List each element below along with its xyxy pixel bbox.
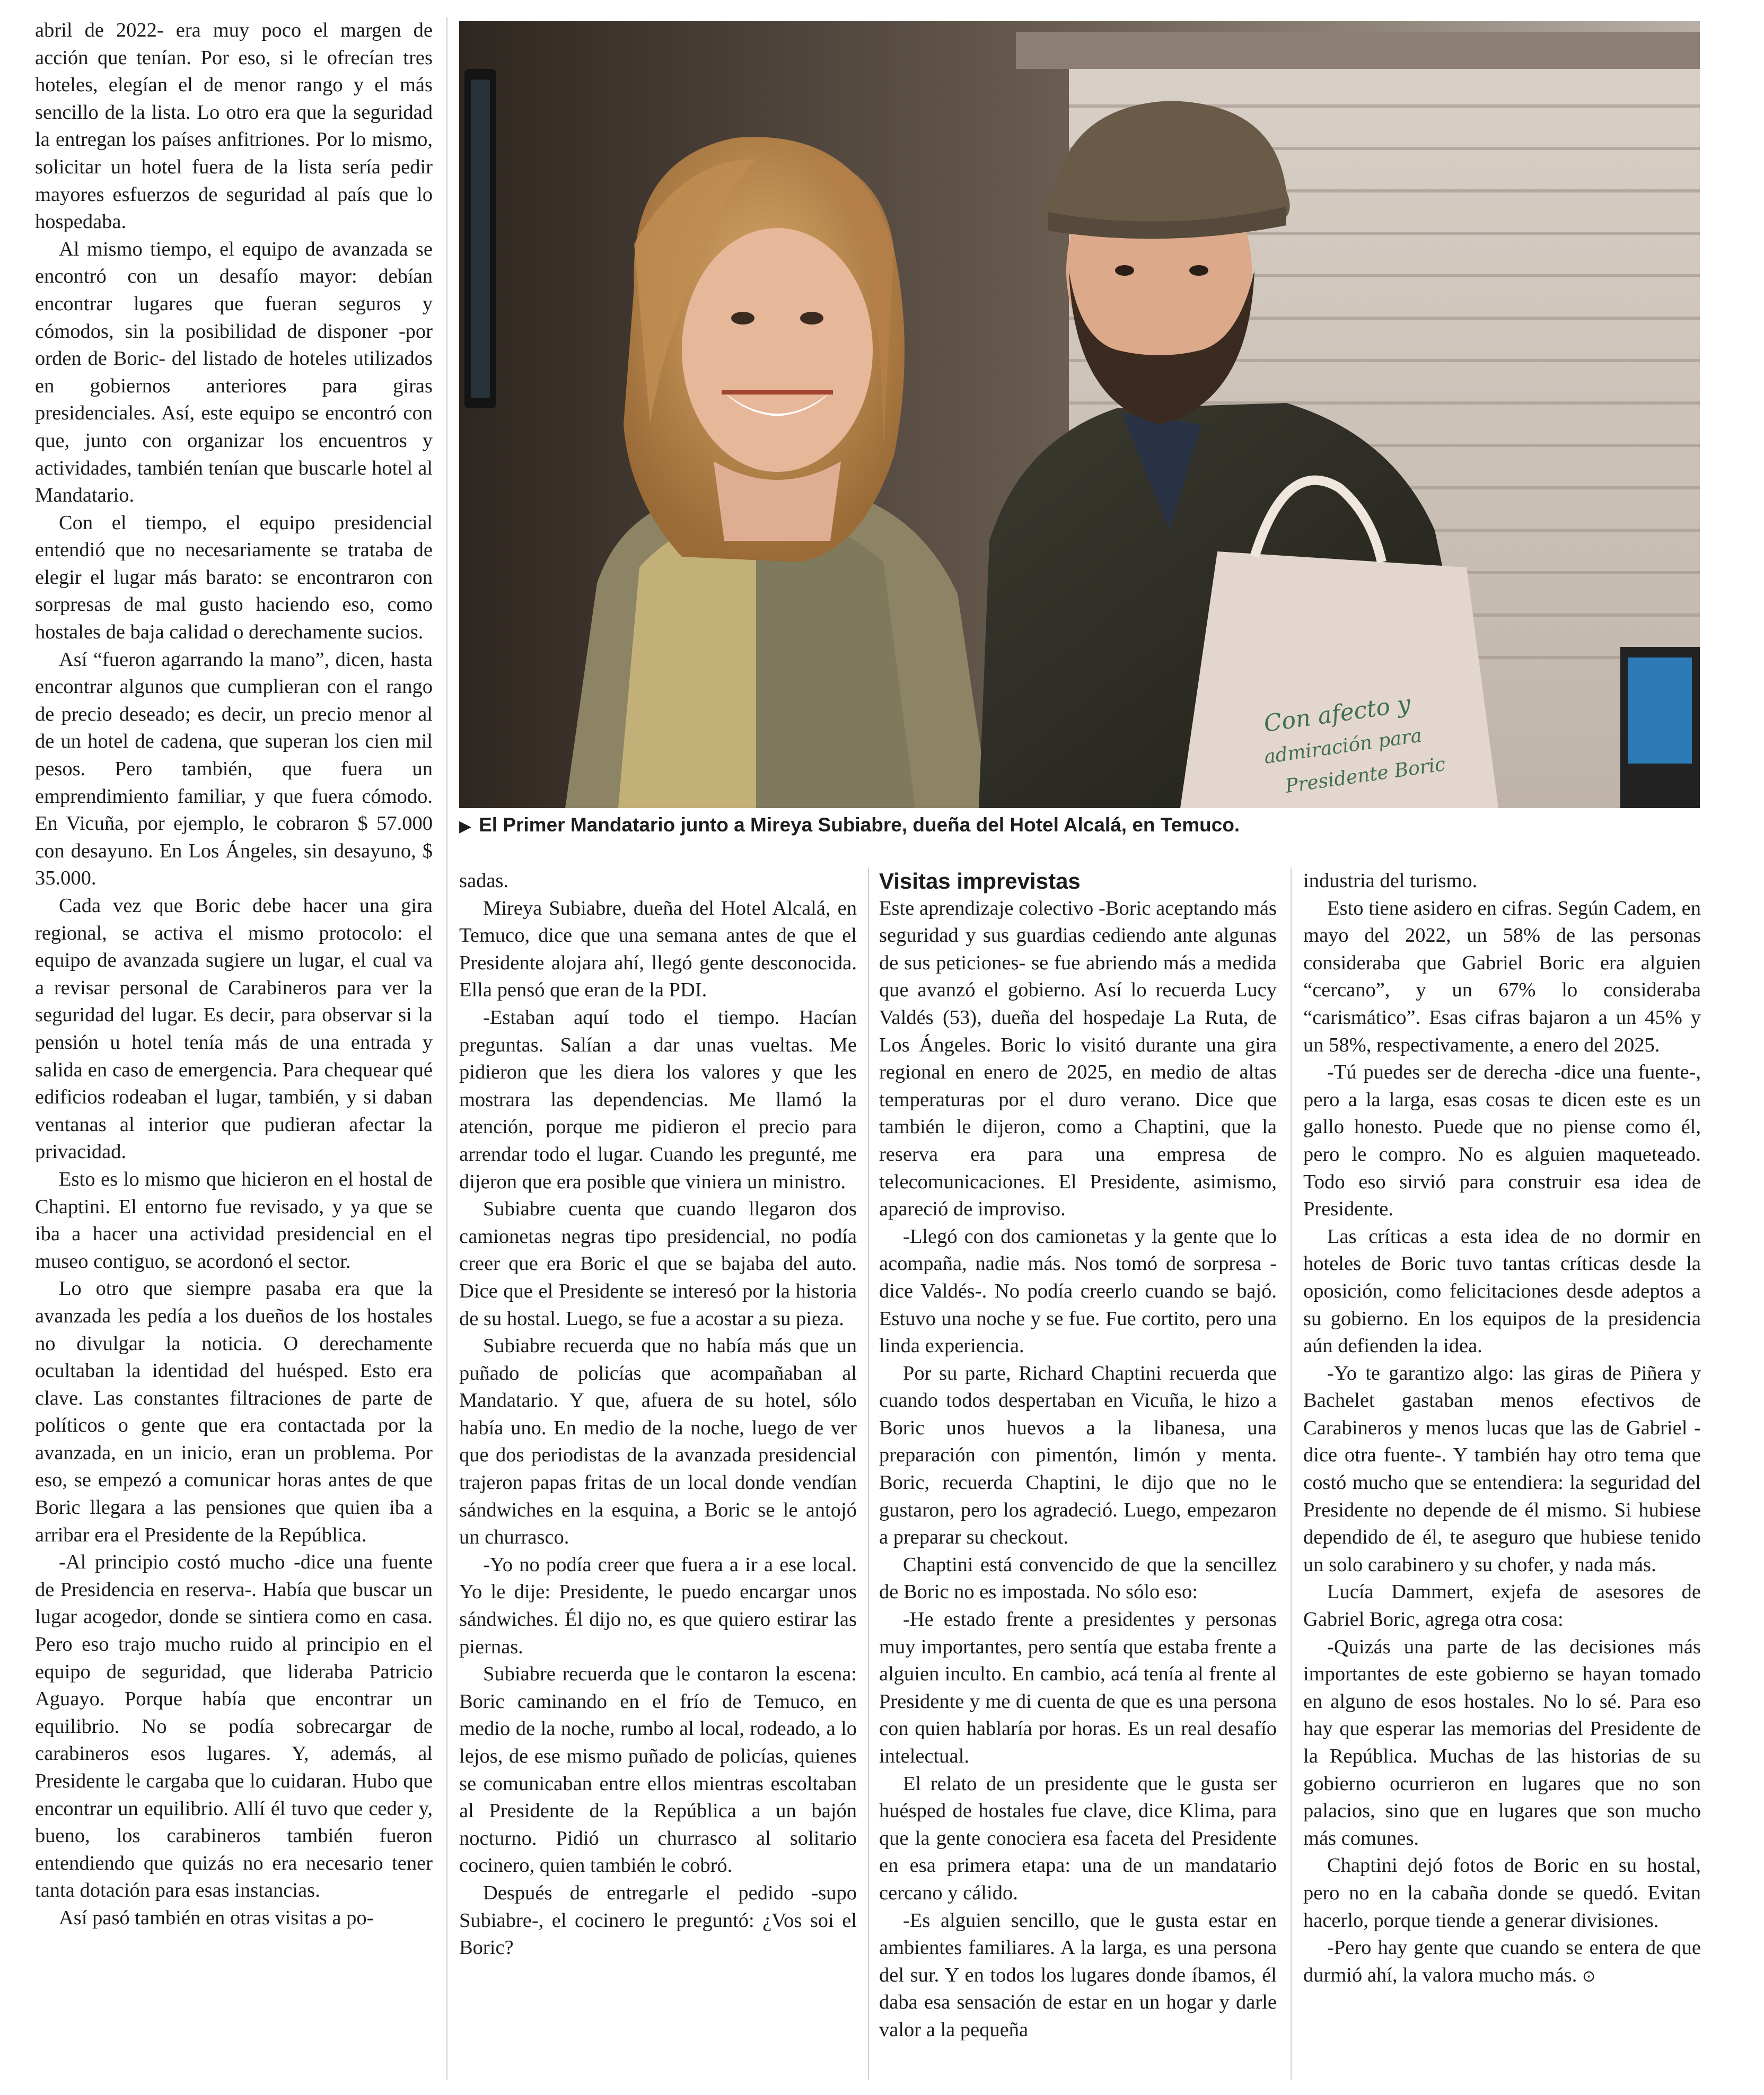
- bag-handwriting: Presidente Boric: [1284, 753, 1447, 797]
- bag-handwriting: admiración para: [1262, 724, 1424, 768]
- column-divider: [868, 867, 869, 2080]
- paragraph: Subiabre recuerda que le contaron la escena: Boric caminando en el frío de Temuco, en medio de la noche, rumbo al local, rodeado, a lo lejos, de ese mismo puñado de policías, quienes se comunicaban entre ellos mientras escoltaban al Presidente de la República a un bajón nocturno. Pidió un churrasco al solitario cocinero, quien también le cobró.: [459, 1663, 857, 1877]
- paragraph: Por su parte, Richard Chaptini recuerda que cuando todos despertaban en Vicuña, le hizo a Boric unos huevos a la libanesa, una preparación con pimentón, limón y menta. Boric, recuerda Chaptini, le dijo que no le gustaron, pero los agradeció. Luego, empezaron a preparar su checkout.: [879, 1362, 1277, 1549]
- paragraph: Mireya Subiabre, dueña del Hotel Alcalá, en Temuco, dice que una semana antes de que el Presidente alojara ahí, llegó gente desconocida. Ella pensó que eran de la PDI.: [459, 897, 857, 1002]
- column-3: [879, 867, 1277, 2044]
- paragraph: -He estado frente a presidentes y personas muy importantes, pero sentía que estaba frente a alguien inculto. En cambio, acá tenía al frente al Presidente y me di cuenta de que es una persona con quien hablaría por horas. Es un real desafío intelectual.: [879, 1608, 1277, 1767]
- paragraph: Chaptini está convencido de que la sencillez de Boric no es impostada. No sólo eso:: [879, 1553, 1277, 1603]
- column-1: [35, 17, 433, 1932]
- paragraph: -Al principio costó mucho -dice una fuente de Presidencia en reserva-. Había que buscar un lugar acogedor, donde se sintiera como en casa. Pero eso trajo mucho ruido al principio en el equipo de seguridad, que lideraba Patricio Aguayo. Porque había que encontrar un equilibrio. No se podía sobrecargar de carabineros esos lugares. Y, además, al Presidente le cargaba que lo cuidaran. Hubo que encontrar un equilibrio. Allí él tuvo que ceder y, bueno, los carabineros también fueron entendiendo que quizás no era necesario tener tanta dotación para esas instancias.: [35, 1551, 433, 1902]
- paragraph: Lo otro que siempre pasaba era que la avanzada les pedía a los dueños de los hostales no divulgar la noticia. O derechamente ocultaban la identidad del huésped. Esto era clave. Las constantes filtraciones de parte de políticos o gente que era contactada por la avanzada, en un inicio, eran un problema. Por eso, se empezó a comunicar horas antes de que Boric llegara a las pensiones que quien iba a arribar era el Presidente de la República.: [35, 1277, 433, 1546]
- paragraph: -Tú puedes ser de derecha -dice una fuente-, pero a la larga, esas cosas te dicen este es un gallo honesto. Puede que no piense como él, pero le compro. No es alguien maqueteado. Todo eso sirvió para construir esa idea de Presidente.: [1303, 1061, 1701, 1221]
- paragraph: -Yo te garantizo algo: las giras de Piñera y Bachelet gastaban menos efectivos de Carabineros y menos lucas que las de Gabriel -dice otra fuente-. Y también hay otro tema que costó mucho que se entendiera: la seguridad del Presidente no depende de él mismo. Si hubiese dependido de él, te aseguro que hubiese tenido un solo carabinero y su chofer, y nada más.: [1303, 1362, 1701, 1576]
- section-heading: Visitas imprevistas: [879, 869, 1081, 893]
- paragraph: Con el tiempo, el equipo presidencial entendió que no necesariamente se trataba de elegir el lugar más barato: se encontraron con sorpresas de mal gusto haciendo eso, como hostales de baja calidad o derechamente sucios.: [35, 511, 433, 644]
- paragraph: -Llegó con dos camionetas y la gente que lo acompaña, nadie más. Nos tomó de sorpresa -dice Valdés-. No podía creerlo cuando se bajó. Estuvo una noche y se fue. Fue cortito, pero una linda experiencia.: [879, 1225, 1277, 1357]
- paragraph: Las críticas a esta idea de no dormir en hoteles de Boric tuvo tantas críticas desde la oposición, como felicitaciones desde adeptos a su gobierno. En los equipos de la presidencia aún defienden la idea.: [1303, 1225, 1701, 1357]
- triangle-marker-icon: ▶: [459, 818, 472, 835]
- paragraph: Subiabre cuenta que cuando llegaron dos camionetas negras tipo presidencial, no podía creer que era Boric el que se bajaba del auto. Dice que el Presidente se interesó por la historia de su hostal. Luego, se fue a acostar a su pieza.: [459, 1198, 857, 1330]
- paragraph: Chaptini dejó fotos de Boric en su hostal, pero no en la cabaña donde se quedó. Evitan hacerlo, porque tiende a generar divisiones.: [1303, 1854, 1701, 1932]
- paragraph: -Es alguien sencillo, que le gusta estar en ambientes familiares. A la larga, es una persona del sur. Y en todos los lugares donde íbamos, él daba esa sensación de estar en un hogar y darle valor a la pequeña: [879, 1909, 1277, 2041]
- paragraph: Esto es lo mismo que hicieron en el hostal de Chaptini. El entorno fue revisado, y ya que se iba a hacer una actividad presidencial en el museo contiguo, se acordonó el sector.: [35, 1168, 433, 1273]
- paragraph: industria del turismo.: [1303, 870, 1478, 892]
- paragraph: Así “fueron agarrando la mano”, dicen, hasta encontrar algunos que cumplieran con el rango de precio deseado; es decir, un precio menor al de un hotel de cadena, que superan los cien mil pesos. Pero también, que fuera un emprendimiento familiar, y que fuera cómodo. En Vicuña, por ejemplo, le cobraron $ 57.000 con desayuno. En Los Ángeles, sin desayuno, $ 35.000.: [35, 648, 433, 890]
- paragraph: -Pero hay gente que cuando se entera de que durmió ahí, la valora mucho más. ⊙: [1303, 1936, 1701, 1986]
- column-divider: [1291, 867, 1292, 2080]
- paragraph: -Quizás una parte de las decisiones más importantes de este gobierno se hayan tomado en alguno de esos hostales. No lo sé. Para eso hay que esperar las memorias del Presidente de la República. Muchas de las historias de su gobierno ocurrieron en lugares que no son palacios, sino que en lugares que son mucho más comunes.: [1303, 1635, 1701, 1849]
- paragraph: -Yo no podía creer que fuera a ir a ese local. Yo le dije: Presidente, le puedo encargar unos sándwiches. Él dijo no, es que quiero estirar las piernas.: [459, 1553, 857, 1658]
- paragraph: Al mismo tiempo, el equipo de avanzada se encontró con un desafío mayor: debían encontrar lugares que fueran seguros y cómodos, sin la posibilidad de disponer -por orden de Boric- del listado de hoteles utilizados en gobiernos anteriores para giras presidenciales. Así, este equipo se encontró con que, junto con organizar los encuentros y actividades, también tenían que buscarle hotel al Mandatario.: [35, 238, 433, 507]
- paragraph: Después de entregarle el pedido -supo Subiabre-, el cocinero le preguntó: ¿Vos soi el Boric?: [459, 1881, 857, 1959]
- photo-caption: ▶ El Primer Mandatario junto a Mireya Subiabre, dueña del Hotel Alcalá, en Temuco.: [459, 814, 1240, 836]
- paragraph: -Estaban aquí todo el tiempo. Hacían preguntas. Salían a dar unas vueltas. Me pidieron que les diera los valores y que les mostrara las dependencias. Me llamó la atención, porque me pidieron el precio para arrendar todo el lugar. Cuando les pregunté, me dijeron que era posible que viniera un ministro.: [459, 1006, 857, 1193]
- bag-handwriting: Con afecto y: [1262, 690, 1412, 738]
- paragraph: Así pasó también en otras visitas a po-: [59, 1906, 374, 1929]
- column-4: [1303, 867, 1701, 1990]
- paragraph: Lucía Dammert, exjefa de asesores de Gabriel Boric, agrega otra cosa:: [1303, 1581, 1701, 1631]
- end-of-article-icon: ⊙: [1582, 1967, 1596, 1986]
- paragraph: Subiabre recuerda que no había más que un puñado de policías que acompañaban al Mandatario. Y que, afuera de su hotel, sólo había uno. En medio de la noche, luego de ver que dos periodistas de la avanzada presidencial trajeron papas fritas de un local donde vendían sándwiches en la esquina, a Boric se le antojó un churrasco.: [459, 1335, 857, 1549]
- paragraph: Esto tiene asidero en cifras. Según Cadem, en mayo del 2022, un 58% de las personas consideraba que Gabriel Boric era alguien “cercano”, y un 67% lo consideraba “carismático”. Esas cifras bajaron a un 45% y un 58%, respectivamente, a enero del 2025.: [1303, 897, 1701, 1056]
- paragraph: El relato de un presidente que le gusta ser huésped de hostales fue clave, dice Klima, para que la gente conociera esa faceta del Presidente en esa primera etapa: una de un mandatario cercano y cálido.: [879, 1772, 1277, 1904]
- paragraph: abril de 2022- era muy poco el margen de acción que tenían. Por eso, si le ofrecían tres hoteles, elegían el de menor rango y el más sencillo de la lista. Lo otro era que la seguridad la entregan los países anfitriones. Por lo mismo, solicitar un hotel fuera de la lista sería pedir mayores esfuerzos de seguridad al país que lo hospedaba.: [35, 19, 433, 233]
- paragraph: Cada vez que Boric debe hacer una gira regional, se activa el mismo protocolo: el equipo de avanzada sugiere un lugar, el cual va a revisar personal de Carabineros para ver la seguridad del lugar. Es decir, para observar si la pensión u hotel tenía más de una entrada y salida en caso de emergencia. Para chequear qué edificios rodeaban el lugar, también, y si daban ventanas al interior que pudieran afectar la privacidad.: [35, 895, 433, 1163]
- paragraph: Este aprendizaje colectivo -Boric aceptando más seguridad y sus guardias cediendo ante algunas de sus peticiones- se fue abriendo más a medida que avanzó el gobierno. Así lo recuerda Lucy Valdés (53), dueña del hospedaje La Ruta, de Los Ángeles. Boric lo visitó durante una gira regional en enero de 2025, en medio de altas temperaturas por el duro verano. Dice que también le dijeron, como a Chaptini, que la reserva era para una empresa de telecomunicaciones. El Presidente, asimismo, apareció de improviso.: [879, 897, 1277, 1221]
- column-2: [459, 867, 857, 1962]
- paragraph: sadas.: [459, 870, 509, 892]
- column-divider: [446, 17, 447, 2080]
- article-photo: [459, 21, 1700, 808]
